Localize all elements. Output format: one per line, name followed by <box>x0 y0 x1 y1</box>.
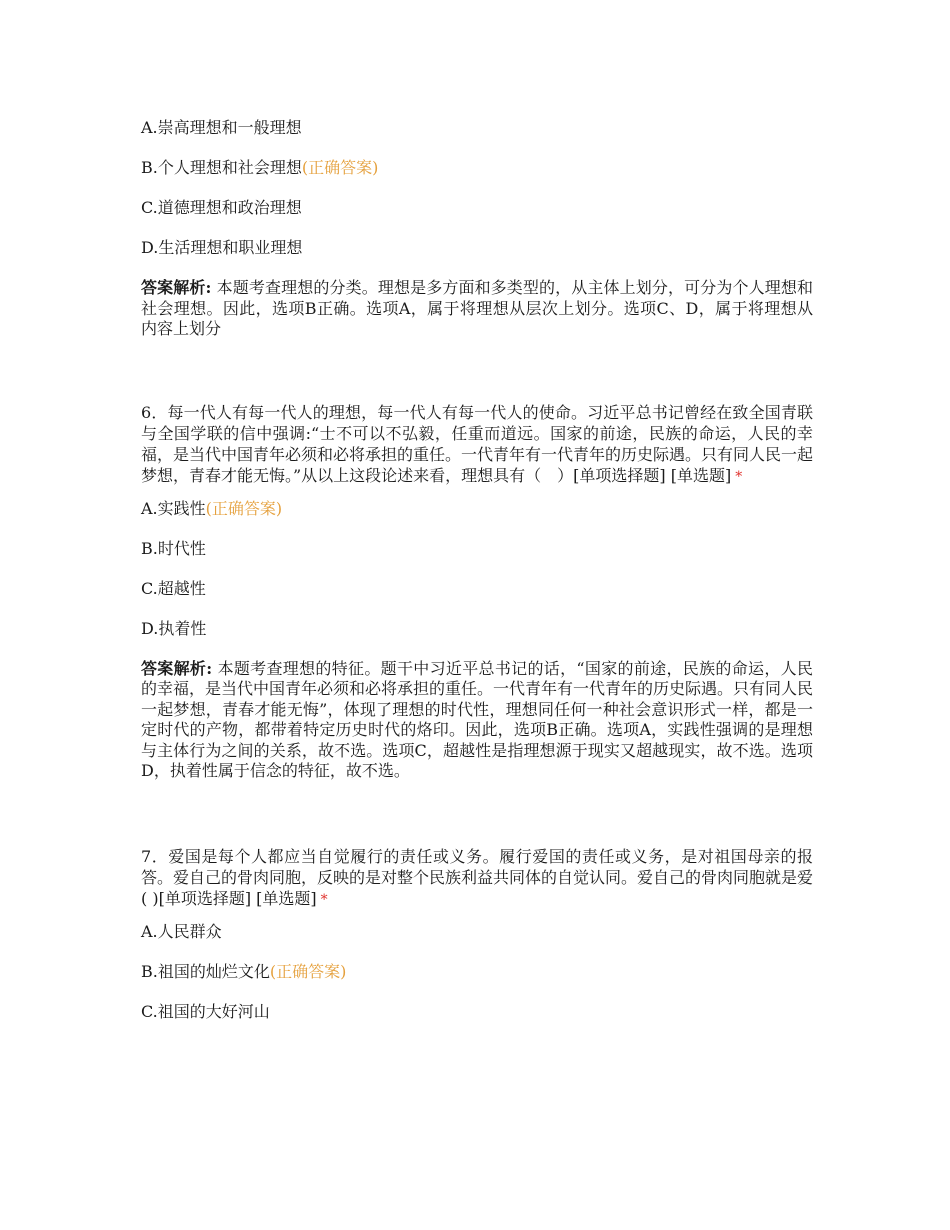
spacer <box>141 340 813 402</box>
option-text: B.祖国的灿烂文化 <box>141 961 270 981</box>
option-c <box>141 198 813 218</box>
option-b <box>141 962 813 982</box>
option-text: D.执着性 <box>141 618 207 638</box>
option-text: B.个人理想和社会理想 <box>141 158 302 177</box>
option-text: B.时代性 <box>141 538 206 558</box>
explanation-label: 答案解析: <box>141 278 212 297</box>
option-text: C.道德理想和政治理想 <box>141 198 302 217</box>
option-text: A.人民群众 <box>141 921 222 941</box>
exam-document <box>141 118 813 1042</box>
option-d <box>141 238 813 258</box>
correct-answer-label: (正确答案) <box>205 498 283 518</box>
explanation-label: 答案解析: <box>141 658 213 678</box>
correct-answer-label: (正确答案) <box>269 961 347 981</box>
question-stem: 6．每一代人有每一代人的理想，每一代人有每一代人的使命。习近平总书记曾经在致全国青联与全国学联的信中强调:“士不可以不弘毅，任重而道远。国家的前途，民族的命运，人民的幸福，是当代中国青年必须和必将承担的重任。一代青年有一代青年的历史际遇。只有同人民一起梦想，青春才能无悔。”从以上这段论述来看，理想具有（ ）[单项选择题] [单选题] <box>141 402 814 485</box>
question-text <box>141 846 813 911</box>
option-a <box>141 499 813 519</box>
spacer <box>141 782 813 846</box>
option-text: A.实践性 <box>141 498 206 518</box>
question-stem: 7．爱国是每个人都应当自觉履行的责任或义务。履行爱国的责任或义务，是对祖国母亲的报答。爱自己的骨肉同胞，反映的是对整个民族利益共同体的自觉认同。爱自己的骨肉同胞就是爱( )[单项选择题] [单选题] <box>141 846 814 908</box>
option-text: D.生活理想和职业理想 <box>141 238 303 257</box>
required-mark: * <box>735 468 743 485</box>
question-7 <box>141 846 813 1022</box>
option-b <box>141 539 813 559</box>
question-text <box>141 402 813 488</box>
option-text: A.崇高理想和一般理想 <box>141 118 302 137</box>
answer-explanation <box>141 659 813 782</box>
answer-explanation <box>141 278 813 340</box>
option-text: C.超越性 <box>141 578 206 598</box>
question-6 <box>141 402 813 782</box>
option-b <box>141 158 813 178</box>
required-mark: * <box>320 891 328 908</box>
option-c <box>141 1002 813 1022</box>
explanation-text: 本题考查理想的分类。理想是多方面和多类型的，从主体上划分，可分为个人理想和社会理想。因此，选项B正确。选项A，属于将理想从层次上划分。选项C、D，属于将理想从内容上划分 <box>141 278 813 338</box>
option-c <box>141 579 813 599</box>
correct-answer-label: (正确答案) <box>301 158 379 177</box>
option-text: C.祖国的大好河山 <box>141 1001 270 1021</box>
option-a <box>141 118 813 138</box>
option-a <box>141 922 813 942</box>
explanation-text: 本题考查理想的特征。题干中习近平总书记的话，“国家的前途，民族的命运，人民的幸福，是当代中国青年必须和必将承担的重任。一代青年有一代青年的历史际遇。只有同人民一起梦想，青春才能无悔”，体现了理想的时代性，理想同任何一种社会意识形式一样，都是一定时代的产物，都带着特定历史时代的烙印。因此，选项B正确。选项A，实践性强调的是理想与主体行为之间的关系，故不选。选项C，超越性是指理想源于现实又超越现实，故不选。选项D，执着性属于信念的特征，故不选。 <box>141 658 814 780</box>
question-5 <box>141 118 813 340</box>
option-d <box>141 619 813 639</box>
